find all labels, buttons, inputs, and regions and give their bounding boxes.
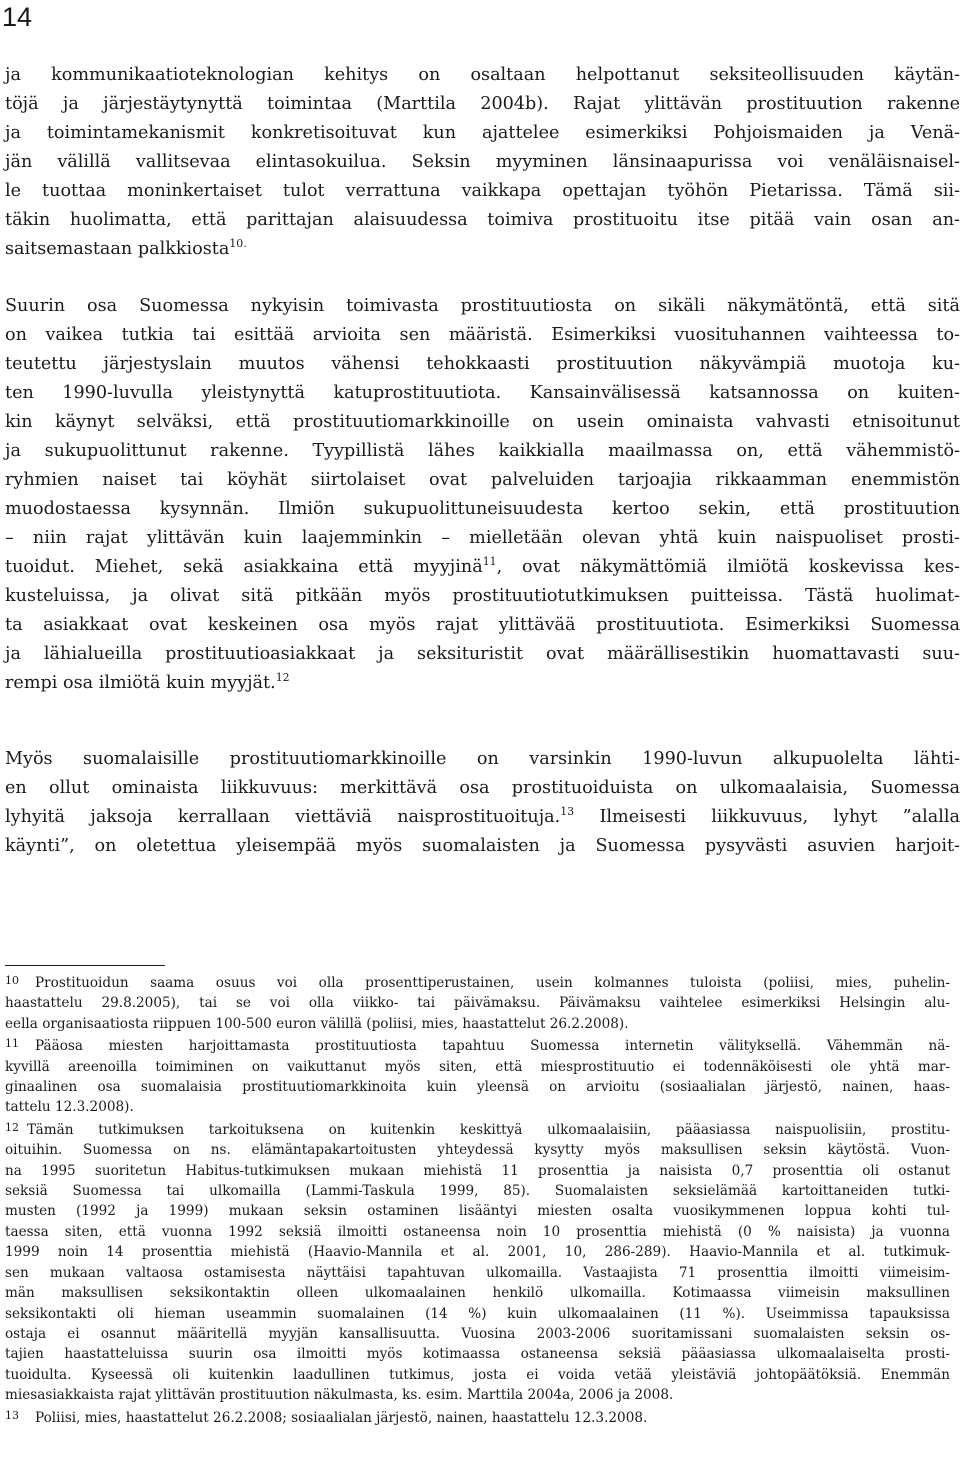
line-text: tuoidut. Miehet, sekä asiakkaina että myyjinä — [5, 557, 483, 577]
text-line: töjä ja järjestäytynyttä toimintaa (Marttila 2004b). Rajat ylittävän prostituution rakenne — [5, 94, 960, 114]
line-text: , ovat näkymättömiä ilmiötä koskevissa kes- — [496, 557, 960, 577]
text-line: kin käynyt selväksi, että prostituutiomarkkinoille on usein ominaista vahvasti etnisoitunut — [5, 412, 960, 432]
text-line: on vaikea tutkia tai esittää arvioita sen määristä. Esimerkiksi vuosituhannen vaihteessa to- — [5, 325, 960, 345]
text-line: muodostaessa kysynnän. Ilmiön sukupuolittuneisuudesta kertoo sekin, että prostituution — [5, 499, 960, 519]
text-line: ten 1990-luvulla yleistynyttä katuprostituutiota. Kansainvälisessä katsannossa on kuiten- — [5, 383, 960, 403]
text-line: – niin rajat ylittävän kuin laajemminkin – mielletään olevan yhtä kuin naispuoliset prosti- — [5, 528, 960, 548]
text-line: Myös suomalaisille prostituutiomarkkinoille on varsinkin 1990-luvun alkupuolelta lähti- — [5, 749, 960, 769]
footnote-line — [5, 1118, 950, 1140]
text-line: teutettu järjestyslain muutos vähensi tehokkaasti prostituution näkyvämpiä muotoja ku- — [5, 354, 960, 374]
line-text: rempi osa ilmiötä kuin myyjät. — [5, 673, 276, 693]
text-line: ja toimintamekanismit konkretisoituvat kun ajattelee esimerkiksi Pohjoismaiden ja Venä- — [5, 123, 960, 143]
text-line: ja kommunikaatioteknologian kehitys on osaltaan helpottanut seksiteollisuuden käytän- — [5, 65, 960, 85]
footnote-ref: 10. — [229, 237, 247, 251]
footnotes — [5, 971, 950, 1428]
footnote-number: 13 — [5, 1408, 19, 1422]
footnote-line: haastattelu 29.8.2005), tai se voi olla viikko- tai päivämaksu. Päivämaksu vaihtelee esimerkiksi Helsingin alu- — [5, 995, 950, 1012]
text-line — [5, 235, 960, 264]
footnote-ref: 13 — [560, 805, 575, 819]
footnote-line: eella organisaatiosta riippuen 100-500 euron välillä (poliisi, mies, haastattelut 26.2.2008). — [5, 1015, 629, 1032]
footnote-text: Prostituoidun saama osuus voi olla prosenttiperustainen, usein kolmannes tuloista (poliisi, mies, puhelin- — [35, 975, 950, 991]
footnote-line: tattelu 12.3.2008). — [5, 1099, 134, 1116]
footnote-ref: 11 — [482, 555, 497, 569]
footnote-line: seksikontakti oli hieman useammin suomalainen (14 %) kuin ulkomaalainen (11 %). Useimmissa tapauksissa — [5, 1305, 950, 1322]
text-line: ryhmien naiset tai köyhät siirtolaiset ovat palveluiden tarjoajia rikkaamman enemmistön — [5, 470, 960, 490]
text-line: ta asiakkaat ovat keskeinen osa myös rajat ylittävää prostituutiota. Esimerkiksi Suomessa — [5, 615, 960, 635]
text-line: ja sukupuolittunut rakenne. Tyypillistä lähes kaikkialla maailmassa on, että vähemmistö- — [5, 441, 960, 461]
text-line: le tuottaa moninkertaiset tulot verrattuna vaikkapa opettajan työhön Pietarissa. Tämä sii- — [5, 181, 960, 201]
text-line: en ollut ominaista liikkuvuus: merkittävä osa prostituoiduista on ulkomaalaisia, Suomessa — [5, 778, 960, 798]
footnote-ref: 12 — [275, 671, 290, 685]
footnote-text: Tämän tutkimuksen tarkoituksena on kuitenkin keskittyä ulkomaalaisiin, pääasiassa naispuolisiin, prostitu- — [27, 1121, 950, 1138]
text-line: Suurin osa Suomessa nykyisin toimivasta prostituutiosta on sikäli näkymätöntä, että sitä — [5, 296, 960, 316]
footnote-number: 11 — [5, 1037, 19, 1051]
text-line: käynti”, on oletettua yleisempää myös suomalaisten ja Suomessa pysyvästi asuvien harjoit- — [5, 836, 960, 856]
footnote-text: Pääosa miesten harjoittamasta prostituutiosta tapahtuu Suomessa internetin välityksellä. Vähemmän nä- — [35, 1038, 950, 1055]
footnote-line — [5, 1406, 950, 1428]
footnote-number: 10 — [5, 974, 19, 987]
body-paragraph-3 — [5, 745, 960, 861]
footnote-line: män maksullisen seksikontaktin olleen ulkomaalainen henkilö ulkomailla. Kotimaassa viimeisin maksullinen — [5, 1285, 950, 1302]
footnote-line: sen mukaan valtaosa ostamisesta näyttäisi tapahtuvan ulkomailla. Vastaajista 71 prosenttia ilmoitti viimeisim- — [5, 1264, 950, 1281]
line-text: saitsemastaan palkkiosta — [5, 239, 230, 259]
text-line: jän välillä vallitsevaa elintasokuilua. Seksin myyminen länsinaapurissa voi venäläisnaisel- — [5, 152, 960, 172]
footnote-line: musten (1992 ja 1999) mukaan seksin ostaminen lisääntyi miesten osalta vuosikymmenen loppua kohti tul- — [5, 1203, 950, 1220]
footnote-text: Poliisi, mies, haastattelut 26.2.2008; sosiaalialan järjestö, nainen, haastattelu 12.3.2008. — [35, 1409, 648, 1426]
text-line — [5, 803, 960, 832]
footnote-line — [5, 1034, 950, 1056]
footnote-line: tajien haastatteluissa suurin osa ilmoitti myös kotimaassa ostaneensa seksiä pääasiassa ulkomaalaiselta prosti- — [5, 1346, 950, 1363]
footnote-line — [5, 971, 950, 993]
page-number: 14 — [2, 2, 33, 32]
footnote-line: 1999 noin 14 prosenttia miehistä (Haavio-Mannila et al. 2001, 10, 286-289). Haavio-Mannila et al. tutkimuk- — [5, 1244, 950, 1261]
footnote-number: 12 — [5, 1120, 19, 1134]
footnote-line: oituihin. Suomessa on ns. elämäntapakartoitusten yhteydessä kysytty myös maksullisen seksin käytöstä. Vuon- — [5, 1142, 950, 1159]
text-line: täkin huolimatta, että parittajan alaisuudessa toimiva prostituoitu itse pitää vain osan an- — [5, 210, 960, 230]
footnote-line: na 1995 suoritetun Habitus-tutkimuksen mukaan miehistä 11 prosenttia ja naisista 0,7 prosenttia oli ostanut — [5, 1162, 950, 1179]
footnote-line: ginaalinen osa suomalaisia prostituutiomarkkinoita kuin yleensä on arvioitu (sosiaalialan järjestö, nainen, haas- — [5, 1079, 950, 1096]
text-line — [5, 669, 960, 698]
text-line: ja lähialueilla prostituutioasiakkaat ja seksituristit ovat määrällisestikin huomattavasti suu- — [5, 644, 960, 664]
footnote-line: miesasiakkaista rajat ylittävän prostituution näkulmasta, ks. esim. Marttila 2004a, 2006 ja 2008. — [5, 1387, 674, 1404]
line-text: Ilmeisesti liikkuvuus, lyhyt ”alalla — [574, 807, 960, 827]
body-paragraph-2 — [5, 292, 960, 698]
text-line — [5, 553, 960, 582]
footnote-line: seksiä Suomessa tai ulkomailla (Lammi-Taskula 1999, 85). Suomalaisten seksielämää kartoittaneiden tutki- — [5, 1183, 950, 1200]
footnote-line: tuoidulta. Kyseessä oli kuitenkin laadullinen tutkimus, josta ei voida vetää yleistäviä johtopäätöksiä. Enemmän — [5, 1366, 950, 1383]
body-paragraph-1 — [5, 61, 960, 264]
footnote-divider — [5, 965, 165, 966]
text-line: kusteluissa, ja olivat sitä pitkään myös prostituutiotutkimuksen puitteissa. Tästä huolimat- — [5, 586, 960, 606]
footnote-line: kyvillä areenoilla toimiminen on vaikuttanut myös siten, että miesprostituutio ei todennäköisesti ole yhtä mar- — [5, 1058, 950, 1075]
footnote-line: taessa siten, että vuonna 1992 seksiä ilmoitti ostaneensa noin 10 prosenttia miehistä (0 % naisista) ja vuonna — [5, 1223, 950, 1240]
footnote-line: ostaja ei osannut määritellä myyjän kansallisuutta. Vuosina 2003-2006 suoritamissani suomalaisten seksin os- — [5, 1325, 950, 1342]
line-text: lyhyitä jaksoja kerrallaan viettäviä naisprostituoituja. — [5, 807, 561, 827]
